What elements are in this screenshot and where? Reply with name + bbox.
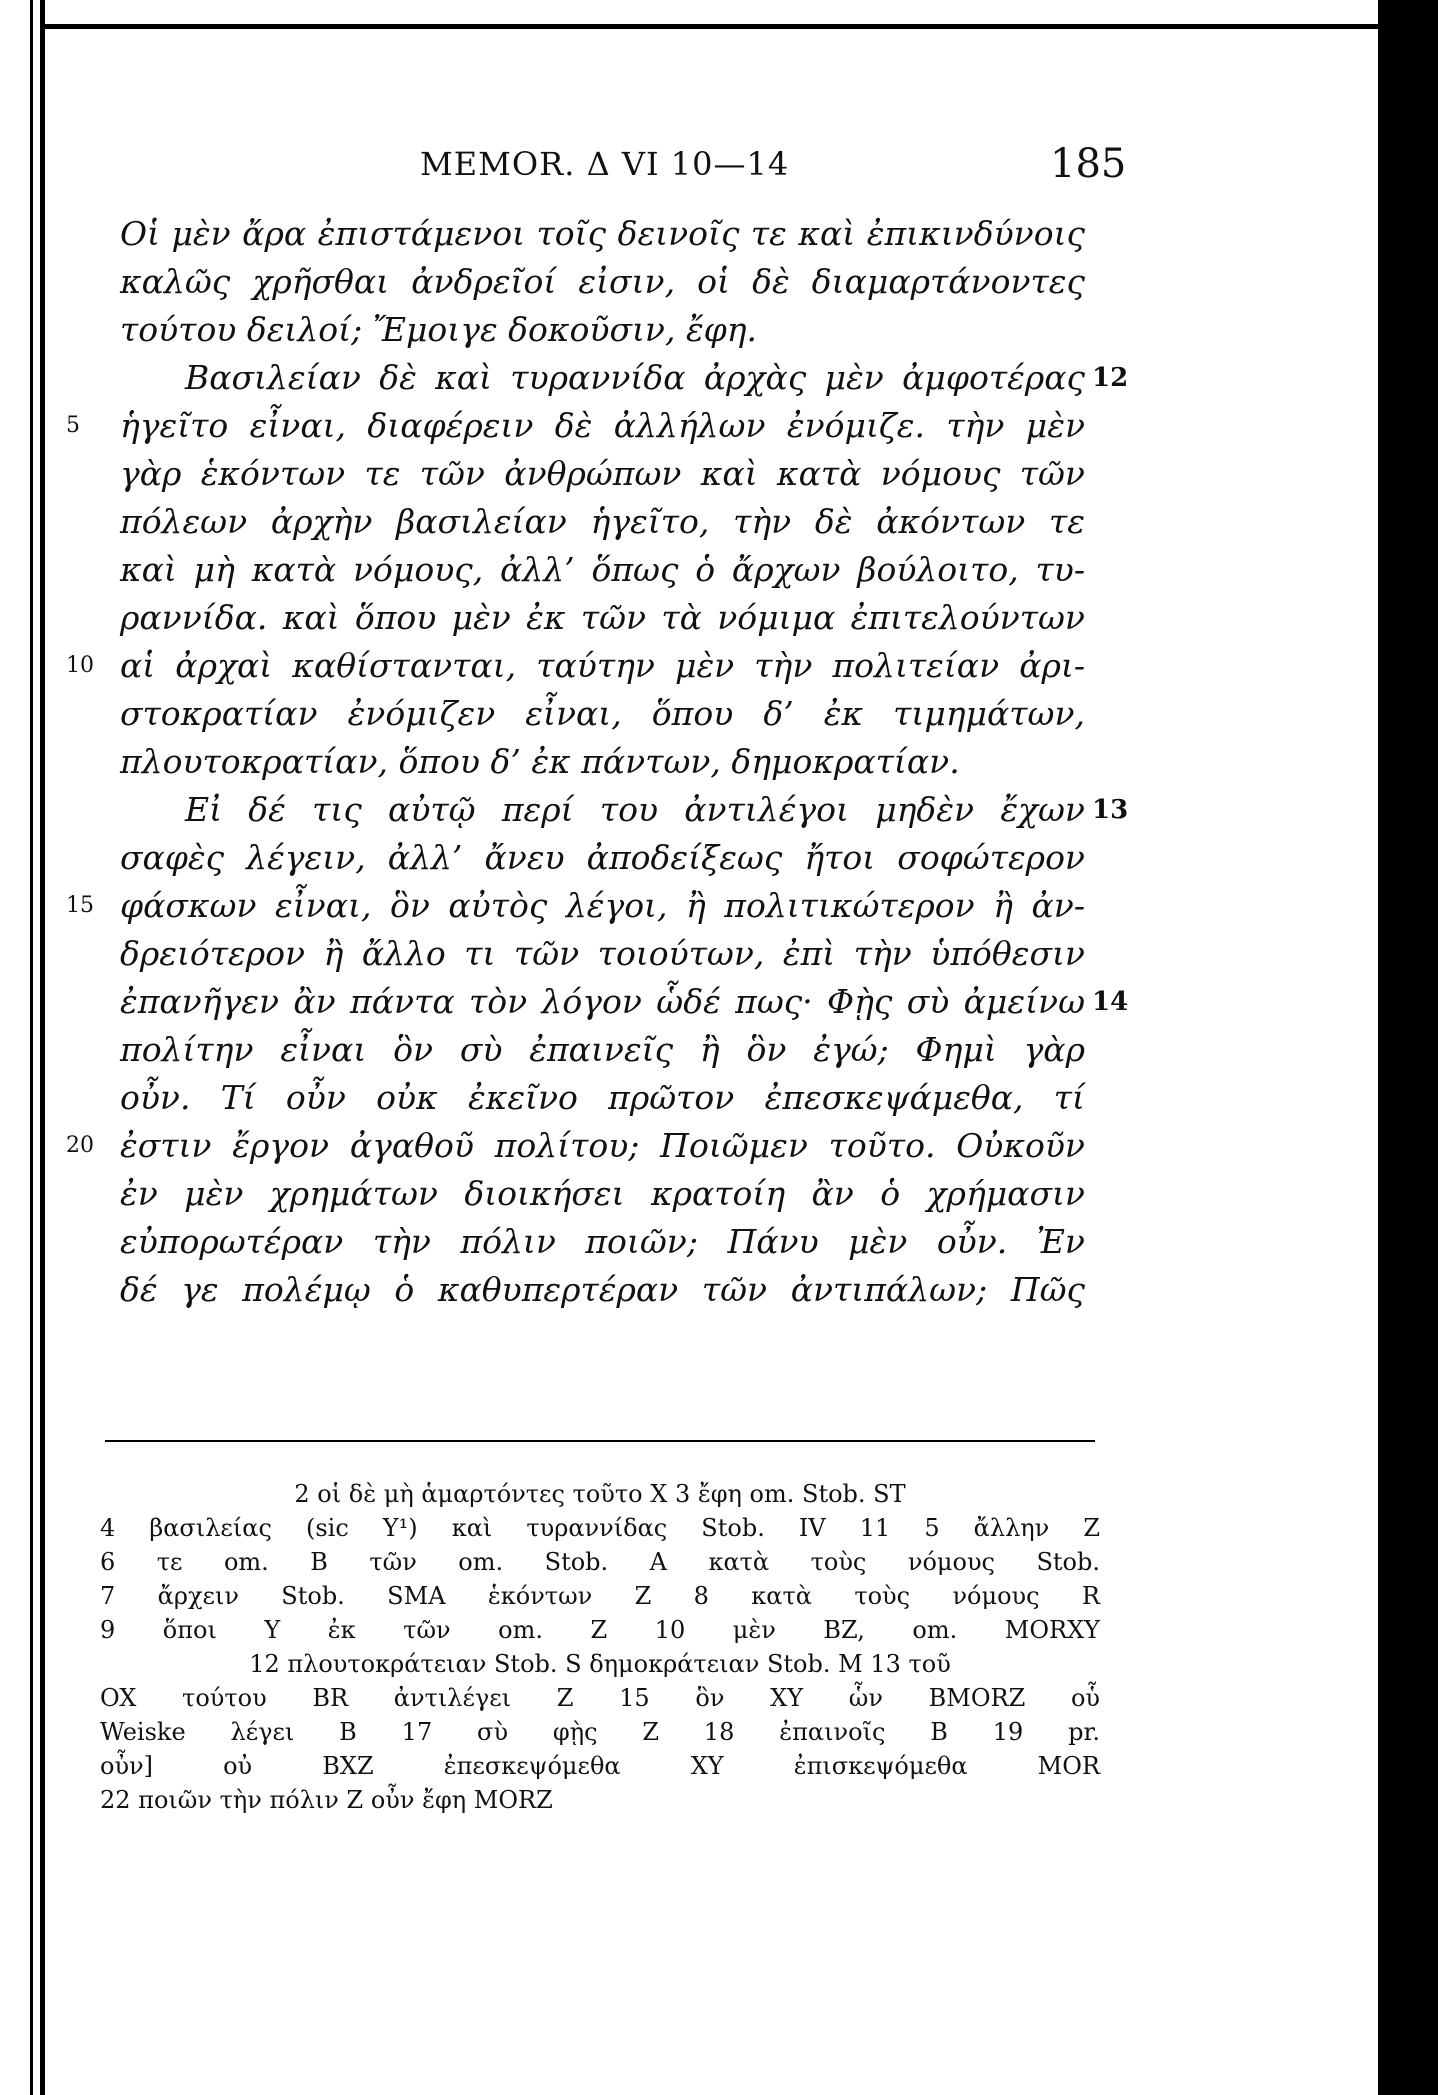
text-line: ραννίδα. καὶ ὅπου μὲν ἐκ τῶν τὰ νόμιμα ἐπιτελούντων	[120, 598, 1085, 637]
text-line: στοκρατίαν ἐνόμιζεν εἶναι, ὅπου δ’ ἐκ τιμημάτων,	[120, 694, 1085, 733]
page-number: 185	[1050, 141, 1127, 187]
section-number: 12	[1092, 363, 1129, 393]
text-line: αἱ ἀρχαὶ καθίστανται, ταύτην μὲν τὴν πολιτείαν ἀρι-	[120, 646, 1085, 685]
text-line: Εἰ δέ τις αὐτῷ περί του ἀντιλέγοι μηδὲν ἔχων	[185, 790, 1085, 829]
footnote-rule	[105, 1440, 1095, 1442]
text-line: οὖν. Τί οὖν οὐκ ἐκεῖνο πρῶτον ἐπεσκεψάμεθα, τί	[120, 1078, 1085, 1117]
apparatus-line: 22 ποιῶν τὴν πόλιν Z οὖν ἔφη MORZ	[100, 1786, 553, 1814]
text-line: πολίτην εἶναι ὃν σὺ ἐπαινεῖς ἢ ὃν ἐγώ; Φημὶ γὰρ	[120, 1030, 1085, 1069]
text-line: σαφὲς λέγειν, ἀλλ’ ἄνευ ἀποδείξεως ἤτοι σοφώτερον	[120, 838, 1085, 877]
text-line: γὰρ ἑκόντων τε τῶν ἀνθρώπων καὶ κατὰ νόμους τῶν	[120, 454, 1085, 493]
text-line: Οἱ μὲν ἄρα ἐπιστάμενοι τοῖς δεινοῖς τε καὶ ἐπικινδύνοις	[120, 214, 1085, 253]
section-number: 13	[1092, 795, 1129, 825]
text-line: φάσκων εἶναι, ὃν αὐτὸς λέγοι, ἢ πολιτικώτερον ἢ ἀν-	[120, 886, 1085, 925]
text-line: εὐπορωτέραν τὴν πόλιν ποιῶν; Πάνυ μὲν οὖν. Ἐν	[120, 1222, 1085, 1261]
apparatus-line: 9 ὅποι Y ἐκ τῶν om. Z 10 μὲν BZ, om. MORXY	[100, 1616, 1100, 1644]
text-line: τούτου δειλοί; Ἔμοιγε δοκοῦσιν, ἔφη.	[120, 310, 758, 349]
section-number: 14	[1092, 987, 1129, 1017]
apparatus-line: οὖν] οὐ BXZ ἐπεσκεψόμεθα XY ἐπισκεψόμεθα MOR	[100, 1752, 1100, 1780]
line-number: 15	[66, 893, 94, 918]
text-line: ἡγεῖτο εἶναι, διαφέρειν δὲ ἀλλήλων ἐνόμιζε. τὴν μὲν	[120, 406, 1085, 445]
text-line: δέ γε πολέμῳ ὁ καθυπερτέραν τῶν ἀντιπάλων; Πῶς	[120, 1270, 1085, 1309]
apparatus-line: 2 οἱ δὲ μὴ ἁμαρτόντες τοῦτο X 3 ἔφη om. Stob. ST	[294, 1480, 906, 1508]
text-line: καλῶς χρῆσθαι ἀνδρεῖοί εἰσιν, οἱ δὲ διαμαρτάνοντες	[120, 262, 1085, 301]
line-number: 20	[66, 1133, 94, 1158]
text-line: πλουτοκρατίαν, ὅπου δ’ ἐκ πάντων, δημοκρατίαν.	[120, 742, 960, 781]
text-line: καὶ μὴ κατὰ νόμους, ἀλλ’ ὅπως ὁ ἄρχων βούλοιτο, τυ-	[120, 550, 1085, 589]
text-line: δρειότερον ἢ ἄλλο τι τῶν τοιούτων, ἐπὶ τὴν ὑπόθεσιν	[120, 934, 1085, 973]
text-line: ἐστιν ἔργον ἀγαθοῦ πολίτου; Ποιῶμεν τοῦτο. Οὐκοῦν	[120, 1126, 1085, 1165]
running-head: MEMOR. Δ VI 10—14	[420, 145, 790, 183]
apparatus-line: 12 πλουτοκράτειαν Stob. S δημοκράτειαν Stob. M 13 τοῦ	[249, 1650, 951, 1678]
scan-border-right	[1378, 0, 1438, 2095]
scan-border-left-thin	[30, 0, 33, 2095]
page-header	[100, 141, 1127, 195]
apparatus-line: 7 ἄρχειν Stob. SMA ἑκόντων Z 8 κατὰ τοὺς νόμους R	[100, 1582, 1100, 1610]
line-number: 5	[66, 413, 80, 438]
line-number: 10	[66, 653, 94, 678]
text-line: Βασιλείαν δὲ καὶ τυραννίδα ἀρχὰς μὲν ἀμφοτέρας	[185, 358, 1085, 397]
text-line: πόλεων ἀρχὴν βασιλείαν ἡγεῖτο, τὴν δὲ ἀκόντων τε	[120, 502, 1085, 541]
text-line: ἐπανῆγεν ἂν πάντα τὸν λόγον ὧδέ πως· Φῂς σὺ ἀμείνω	[120, 982, 1085, 1021]
apparatus-line: Weiske λέγει B 17 σὺ φῂς Z 18 ἐπαινοῖς B 19 pr.	[100, 1718, 1100, 1746]
apparatus-line: 4 βασιλείας (sic Y¹) καὶ τυραννίδας Stob. IV 11 5 ἄλλην Z	[100, 1514, 1100, 1542]
text-line: ἐν μὲν χρημάτων διοικήσει κρατοίη ἂν ὁ χρήμασιν	[120, 1174, 1085, 1213]
scan-border-top	[44, 24, 1378, 29]
apparatus-line: 6 τε om. B τῶν om. Stob. A κατὰ τοὺς νόμους Stob.	[100, 1548, 1100, 1576]
scan-border-left-thick	[40, 0, 45, 2095]
apparatus-line: OX τούτου BR ἀντιλέγει Z 15 ὃν XY ὧν BMORZ οὗ	[100, 1684, 1100, 1712]
